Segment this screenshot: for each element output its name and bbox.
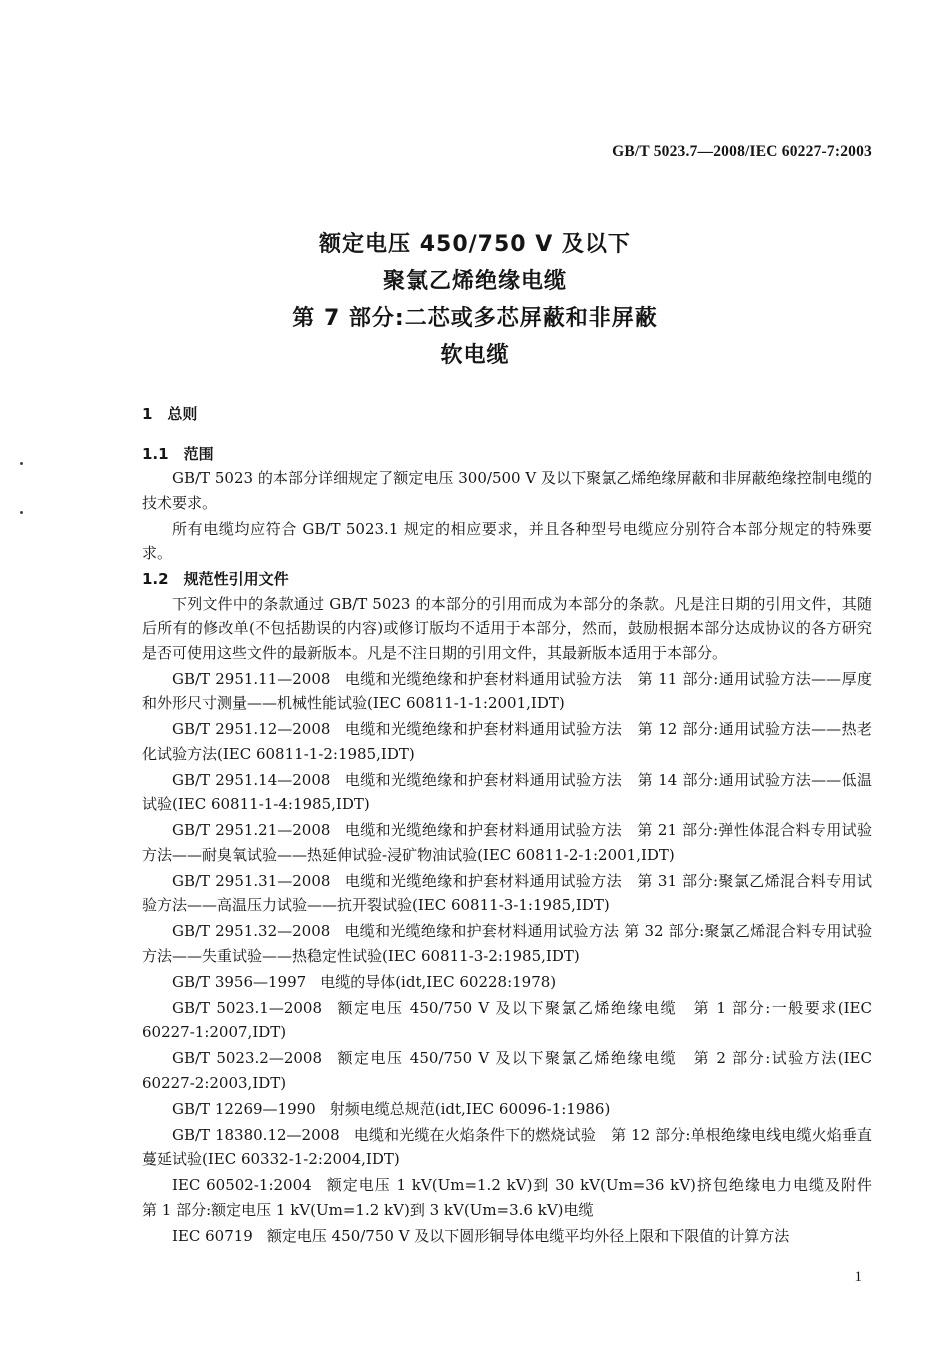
reference-code: GB/T 2951.31—2008: [172, 871, 331, 890]
standard-number: GB/T 5023.7—2008/IEC 60227-7:2003: [612, 143, 872, 160]
reference-item: [142, 818, 872, 867]
reference-item: [142, 717, 872, 766]
reference-code: GB/T 18380.12—2008: [172, 1125, 340, 1144]
scan-mark: [20, 511, 23, 514]
page-number: 1: [854, 1269, 862, 1285]
section-heading-scope: 1.1 范围: [142, 444, 214, 463]
reference-title: 电缆和光缆绝缘和护套材料通用试验方法 第 11 部分:通用试验方法——厚度和外形尺寸测量——机械性能试验(IEC 60811-1-1:2001,IDT): [142, 669, 872, 712]
reference-code: GB/T 5023.2—2008: [172, 1049, 322, 1067]
reference-code: GB/T 2951.11—2008: [172, 669, 331, 688]
scope-paragraph-2: 所有电缆均应符合 GB/T 5023.1 规定的相应要求，并且各种型号电缆应分别符合本部分规定的特殊要求。: [142, 519, 872, 562]
title-line-2: 聚氯乙烯绝缘电缆: [382, 269, 567, 294]
reference-title: 电缆的导体(idt,IEC 60228:1978): [320, 972, 557, 991]
reference-item: [142, 1123, 872, 1172]
reference-title: 射频电缆总规范(idt,IEC 60096-1:1986): [329, 1099, 611, 1118]
reference-item: [142, 919, 872, 968]
reference-item: [142, 1173, 887, 1222]
reference-title: 额定电压 450/750 V 及以下聚氯乙烯绝缘电缆 第 2 部分:试验方法(IEC 60227-2:2003,IDT): [142, 1049, 872, 1092]
reference-code: GB/T 2951.12—2008: [172, 720, 331, 738]
reference-item: [142, 768, 872, 817]
scope-paragraph-1: GB/T 5023 的本部分详细规定了额定电压 300/500 V 及以下聚氯乙烯绝缘屏蔽和非屏蔽绝缘控制电缆的技术要求。: [142, 469, 872, 512]
reference-code: GB/T 3956—1997: [172, 972, 307, 991]
reference-title: 电缆和光缆绝缘和护套材料通用试验方法 第 12 部分:通用试验方法——热老化试验方法(IEC 60811-1-2:1985,IDT): [142, 720, 872, 763]
reference-code: IEC 60502-1:2004: [172, 1176, 312, 1194]
reference-list: [142, 667, 887, 1249]
reference-title: 电缆和光缆绝缘和护套材料通用试验方法 第 31 部分:聚氯乙烯混合料专用试验方法——高温压力试验——抗开裂试验(IEC 60811-3-1:1985,IDT): [142, 871, 872, 914]
reference-code: IEC 60719: [172, 1226, 253, 1245]
document-title: [0, 226, 950, 374]
reference-item: [142, 667, 872, 716]
title-line-1: 额定电压 450/750 V 及以下: [319, 232, 631, 257]
reference-code: GB/T 5023.1—2008: [172, 998, 322, 1017]
document-body: [142, 402, 887, 1250]
reference-title: 电缆和光缆绝缘和护套材料通用试验方法 第 21 部分:弹性体混合料专用试验方法——耐臭氧试验——热延伸试验-浸矿物油试验(IEC 60811-2-1:2001,IDT): [142, 821, 872, 864]
reference-item: [142, 1097, 872, 1122]
title-line-3: 第 7 部分:二芯或多芯屏蔽和非屏蔽: [292, 306, 658, 331]
reference-item: [142, 970, 872, 995]
reference-title: 电缆和光缆绝缘和护套材料通用试验方法 第 32 部分:聚氯乙烯混合料专用试验方法——失重试验——热稳定性试验(IEC 60811-3-2:1985,IDT): [142, 922, 872, 965]
reference-title: 电缆和光缆在火焰条件下的燃烧试验 第 12 部分:单根绝缘电线电缆火焰垂直蔓延试验(IEC 60332-1-2:2004,IDT): [142, 1125, 873, 1168]
reference-title: 额定电压 1 kV(Um=1.2 kV)到 30 kV(Um=36 kV)挤包绝缘电力电缆及附件 第 1 部分:额定电压 1 kV(Um=1.2 kV)到 3 kV(Um=3.6 kV)电缆: [142, 1176, 887, 1219]
reference-code: GB/T 2951.14—2008: [172, 770, 331, 789]
scan-mark: [20, 462, 23, 465]
reference-item: [142, 869, 872, 918]
reference-item: [142, 1224, 872, 1249]
section-heading-normative-references: 1.2 规范性引用文件: [142, 570, 289, 588]
section-heading-general: 1 总则: [142, 405, 198, 423]
reference-code: GB/T 2951.21—2008: [172, 821, 331, 839]
reference-item: [142, 996, 872, 1045]
references-intro: 下列文件中的条款通过 GB/T 5023 的本部分的引用而成为本部分的条款。凡是注日期的引用文件，其随后所有的修改单(不包括勘误的内容)或修订版均不适用于本部分，然而，鼓励根据本部分达成协议的各方研究是否可使用这些文件的最新版本。凡是不注日期的引用文件，其最新版本适用于本部分。: [142, 594, 872, 662]
reference-item: [142, 1046, 872, 1095]
title-line-4: 软电缆: [440, 343, 510, 368]
reference-title: 额定电压 450/750 V 及以下聚氯乙烯绝缘电缆 第 1 部分:一般要求(IEC 60227-1:2007,IDT): [142, 998, 872, 1041]
reference-code: GB/T 2951.32—2008: [172, 922, 331, 940]
reference-code: GB/T 12269—1990: [172, 1099, 316, 1118]
reference-title: 额定电压 450/750 V 及以下圆形铜导体电缆平均外径上限和下限值的计算方法: [266, 1226, 790, 1245]
reference-title: 电缆和光缆绝缘和护套材料通用试验方法 第 14 部分:通用试验方法——低温试验(IEC 60811-1-4:1985,IDT): [142, 770, 872, 813]
